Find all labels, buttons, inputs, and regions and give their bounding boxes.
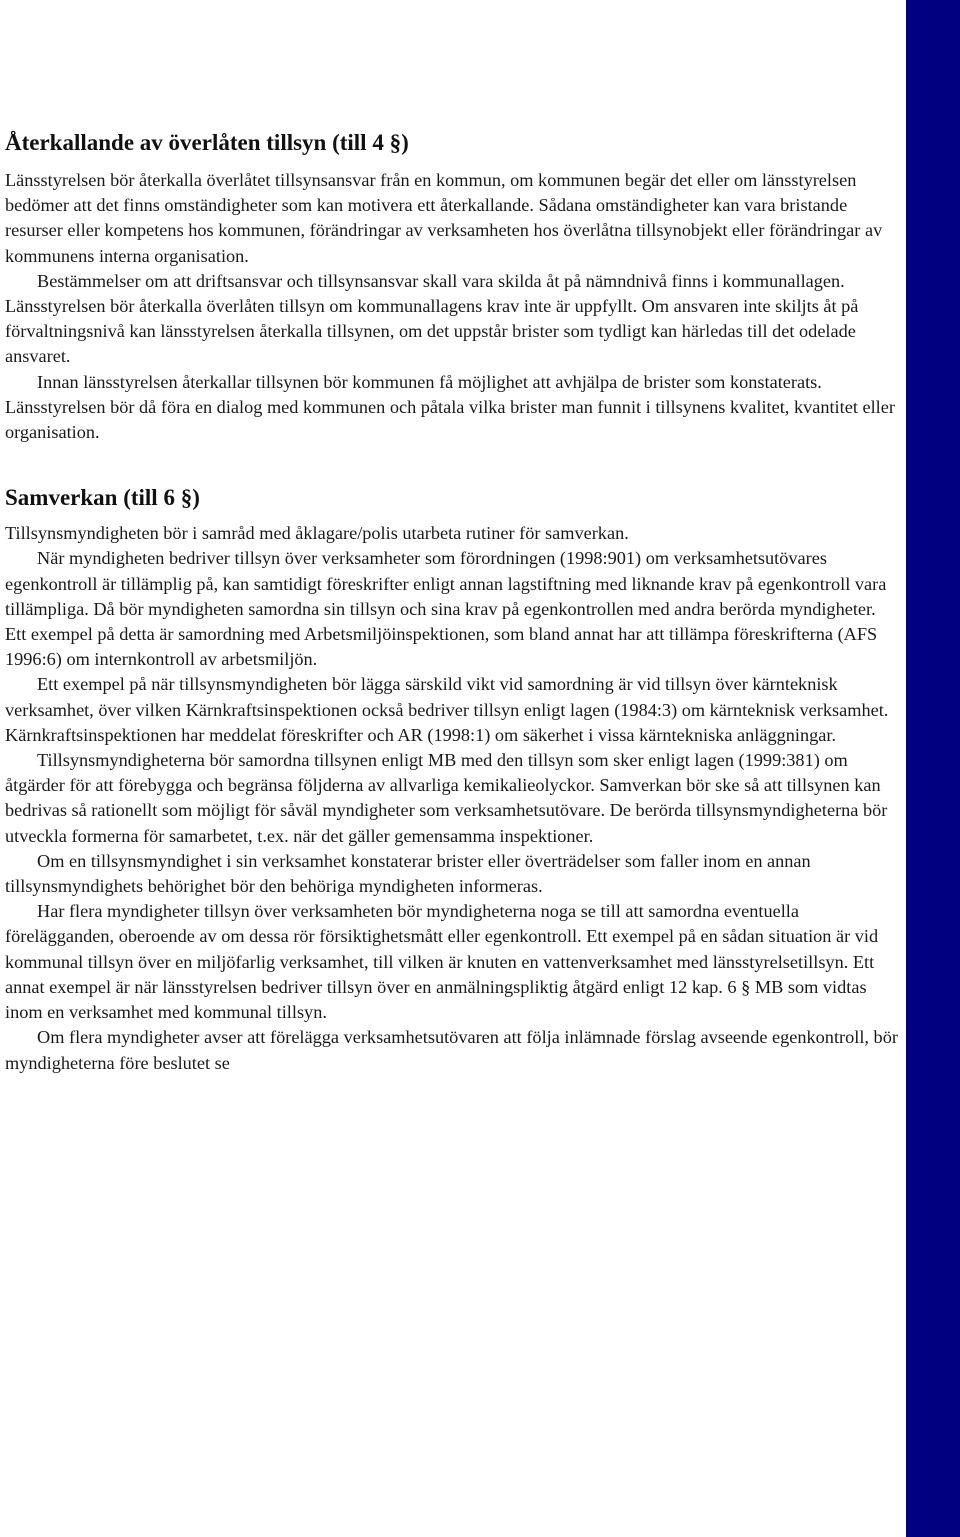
paragraph: När myndigheten bedriver tillsyn över verksamheter som förordningen (1998:901) om verksamhetsutövares egenkontroll är tillämplig på, kan samtidigt föreskrifter enligt annan lagstiftning med liknande krav på egenkontroll vara tillämpliga. Då bör myndigheten samordna sin tillsyn och sina krav på egenkontrollen med andra berörda myndigheter. Ett exempel på detta är samordning med Arbetsmiljöinspektionen, som bland annat har att tillämpa föreskrifterna (AFS 1996:6) om internkontroll av arbetsmiljön. [5, 548, 887, 670]
section-heading-aterkallande: Återkallande av överlåten tillsyn (till 4 §) [5, 130, 409, 155]
paragraph: Länsstyrelsen bör återkalla överlåtet tillsynsansvar från en kommun, om kommunen begär det eller om länsstyrelsen bedömer att det finns omständigheter som kan motivera ett återkallande. Sådana omständigheter kan vara bristande resurser eller kompetens hos kommunen, förändringar av verksamheten hos överlåtna tillsynobjekt eller förändringar av kommunens interna organisation. [5, 170, 883, 266]
paragraph: Bestämmelser om att driftsansvar och tillsynsansvar skall vara skilda åt på nämndnivå finns i kommunallagen. Länsstyrelsen bör återkalla överlåten tillsyn om kommunallagens krav inte är uppfyllt. Om ansvaren inte skiljts åt på förvaltningsnivå kan länsstyrelsen återkalla tillsynen, om det uppstår brister som tydligt kan härledas till det odelade ansvaret. [5, 270, 859, 367]
paragraph: Tillsynsmyndigheten bör i samråd med åklagare/polis utarbeta rutiner för samverkan. [5, 523, 629, 544]
paragraph: Om en tillsynsmyndighet i sin verksamhet konstaterar brister eller överträdelser som faller inom en annan tillsynsmyndighets behörighet bör den behöriga myndigheten informeras. [5, 850, 811, 897]
section-heading-samverkan: Samverkan (till 6 §) [5, 485, 200, 511]
paragraph: Ett exempel på när tillsynsmyndigheten bör lägga särskild vikt vid samordning är vid tillsyn över kärnteknisk verksamhet, över vilken Kärnkraftsinspektionen också bedriver tillsyn enligt lagen (1984:3) om kärnteknisk verksamhet. Kärnkraftsinspektionen har meddelat föreskrifter och AR (1998:1) om säkerhet i vissa kärntekniska anläggningar. [5, 674, 889, 745]
document-body [5, 128, 900, 1076]
paragraph: Om flera myndigheter avser att förelägga verksamhetsutövaren att följa inlämnade förslag avseende egenkontroll, bör myndigheterna före beslutet se [5, 1027, 898, 1073]
paragraph: Innan länsstyrelsen återkallar tillsynen bör kommunen få möjlighet att avhjälpa de brister som konstaterats. Länsstyrelsen bör då föra en dialog med kommunen och påtala vilka brister man funnit i tillsynens kvalitet, kvantitet eller organisation. [5, 371, 895, 443]
paragraph: Har flera myndigheter tillsyn över verksamheten bör myndigheterna noga se till att samordna eventuella förelägganden, oberoende av om dessa rör försiktighetsmått eller egenkontroll. Ett exempel på en sådan situation är vid kommunal tillsyn över en miljöfarlig verksamhet, till vilken är knuten en vattenverksamhet med länsstyrelsetillsyn. Ett annat exempel är när länsstyrelsen bedriver tillsyn över en anmälningspliktig åtgärd enligt 12 kap. 6 § MB som vidtas inom en verksamhet med kommunal tillsyn. [5, 901, 879, 1023]
side-bar [906, 0, 960, 1537]
paragraph: Tillsynsmyndigheterna bör samordna tillsynen enligt MB med den tillsyn som sker enligt lagen (1999:381) om åtgärder för att förebygga och begränsa följderna av allvarliga kemikalieolyckor. Samverkan bör ske så att tillsynen kan bedrivas så rationellt som möjligt för såväl myndigheter som verksamhetsutövare. De berörda tillsynsmyndigheterna bör utveckla formerna för samarbetet, t.ex. när det gäller gemensamma inspektioner. [5, 750, 888, 846]
